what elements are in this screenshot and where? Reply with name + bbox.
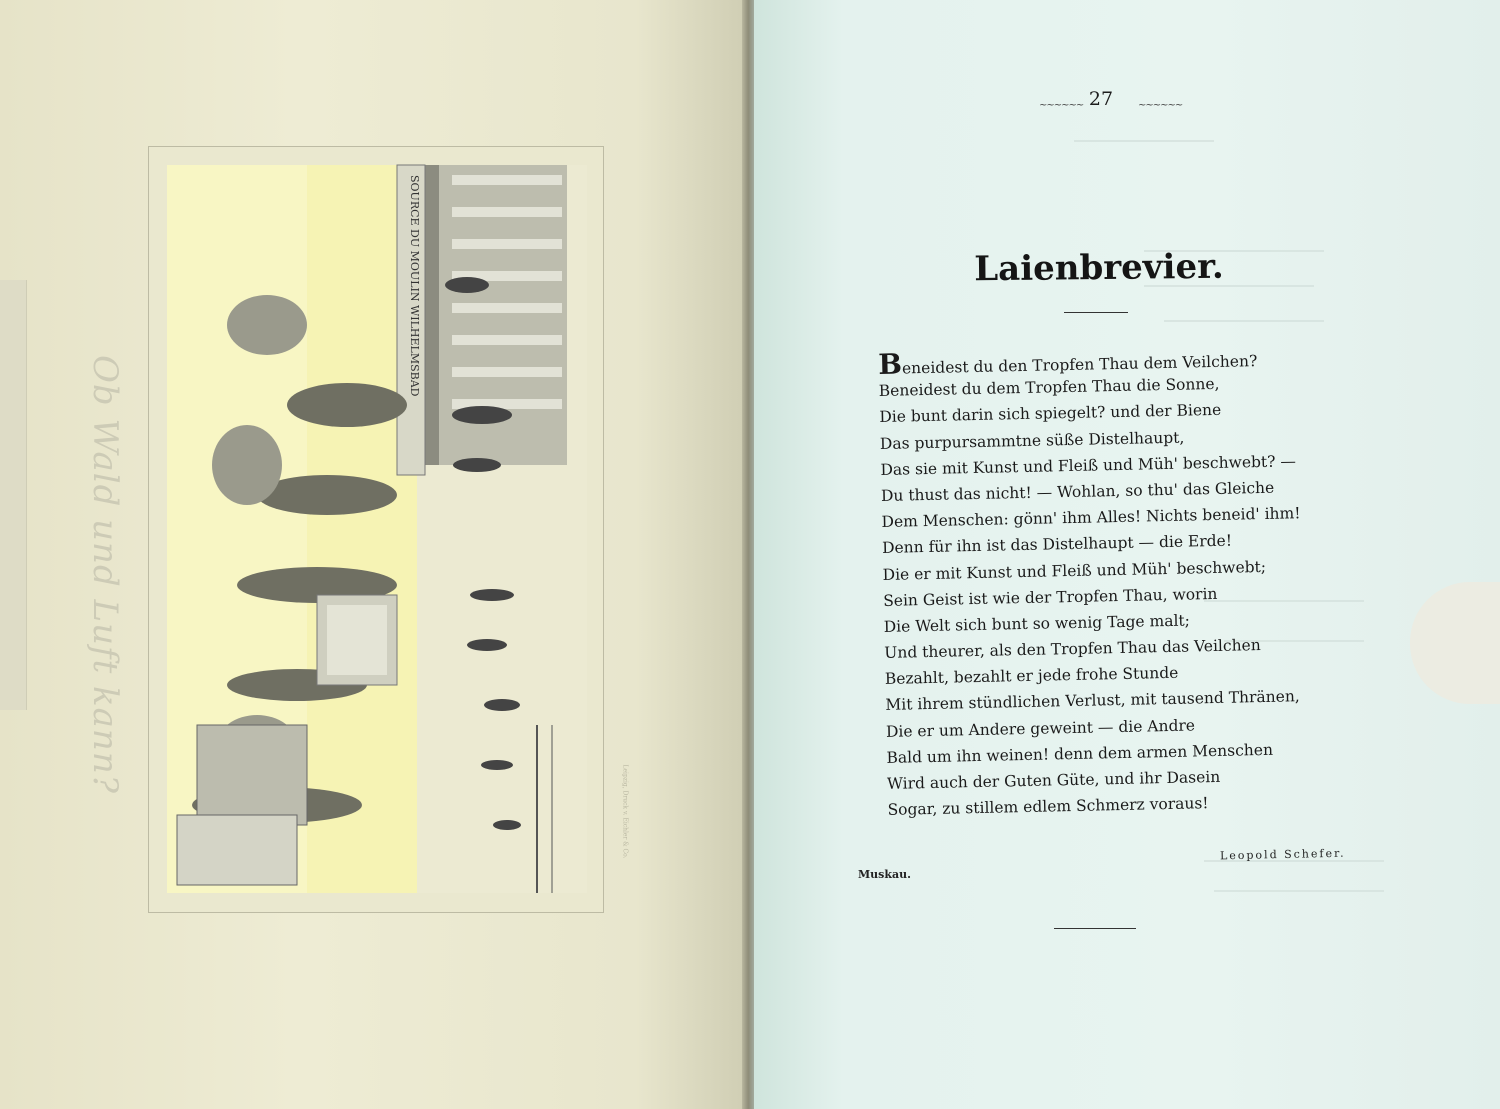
poem-title: Laienbrevier. <box>974 246 1224 290</box>
poem-line: Die Welt sich bunt so wenig Tage malt; <box>883 611 1191 636</box>
poem-line: Bald um ihn weinen! denn dem armen Menschen <box>886 740 1274 767</box>
poem-place: Muskau. <box>858 868 911 881</box>
poem-line: Das purpursammtne süße Distelhaupt, <box>879 428 1185 453</box>
plate-sign: SOURCE DU MOULIN WILHELMSBAD <box>408 175 421 397</box>
end-rule <box>1054 928 1136 929</box>
page-number-ornament-left: ~~~~~~ <box>1039 100 1084 111</box>
poem-line: Denn für ihn ist das Distelhaupt — die Erde! <box>881 531 1233 558</box>
printer-note <box>618 730 630 900</box>
page-number: 27 <box>1088 88 1114 110</box>
poem-line: Sein Geist ist wie der Tropfen Thau, worin <box>883 584 1218 610</box>
right-page <box>754 0 1500 1109</box>
engraving-image <box>167 165 587 893</box>
poem-line: Die er mit Kunst und Fleiß und Müh' beschwebt; <box>882 557 1267 584</box>
poem-line: Mit ihrem stündlichen Verlust, mit tausend Thränen, <box>885 687 1300 715</box>
plate-caption-text: Ob Wald und Luft kann? <box>85 355 125 794</box>
poem-line: Wird auch der Guten Güte, und ihr Dasein <box>886 767 1221 793</box>
poem-line: Beneidest du dem Tropfen Thau die Sonne, <box>878 375 1220 401</box>
left-page <box>0 0 748 1109</box>
poem-line: Dem Menschen: gönn' ihm Alles! Nichts beneid' ihm! <box>881 504 1301 532</box>
printer-note-text: Leipzig, Druck v. Eichler & Co. <box>621 764 629 859</box>
engraving-illustration <box>167 165 587 893</box>
title-rule <box>1064 312 1128 313</box>
poem-author: Leopold Schefer. <box>1219 846 1346 863</box>
poem-line: Du thust das nicht! — Wohlan, so thu' das Gleiche <box>880 478 1275 505</box>
page-tab-left <box>0 280 27 710</box>
poem-line: Die er um Andere geweint — die Andre <box>885 716 1196 741</box>
poem-body <box>878 342 1368 823</box>
poem-line: Bezahlt, bezahlt er jede frohe Stunde <box>884 664 1179 689</box>
plate-caption <box>85 350 125 794</box>
poem-line: Und theurer, als den Tropfen Thau das Veilchen <box>884 636 1261 662</box>
poem-line: Sogar, zu stillem edlem Schmerz voraus! <box>887 794 1209 820</box>
engraving-plate <box>148 146 604 913</box>
poem-line: Beneidest du den Tropfen Thau dem Veilchen? <box>877 347 1258 381</box>
poem-line: Das sie mit Kunst und Fleiß und Müh' beschwebt? — <box>880 452 1297 479</box>
poem-line: Die bunt darin sich spiegelt? und der Biene <box>879 401 1222 427</box>
page-number-ornament-right: ~~~~~~ <box>1138 100 1183 111</box>
